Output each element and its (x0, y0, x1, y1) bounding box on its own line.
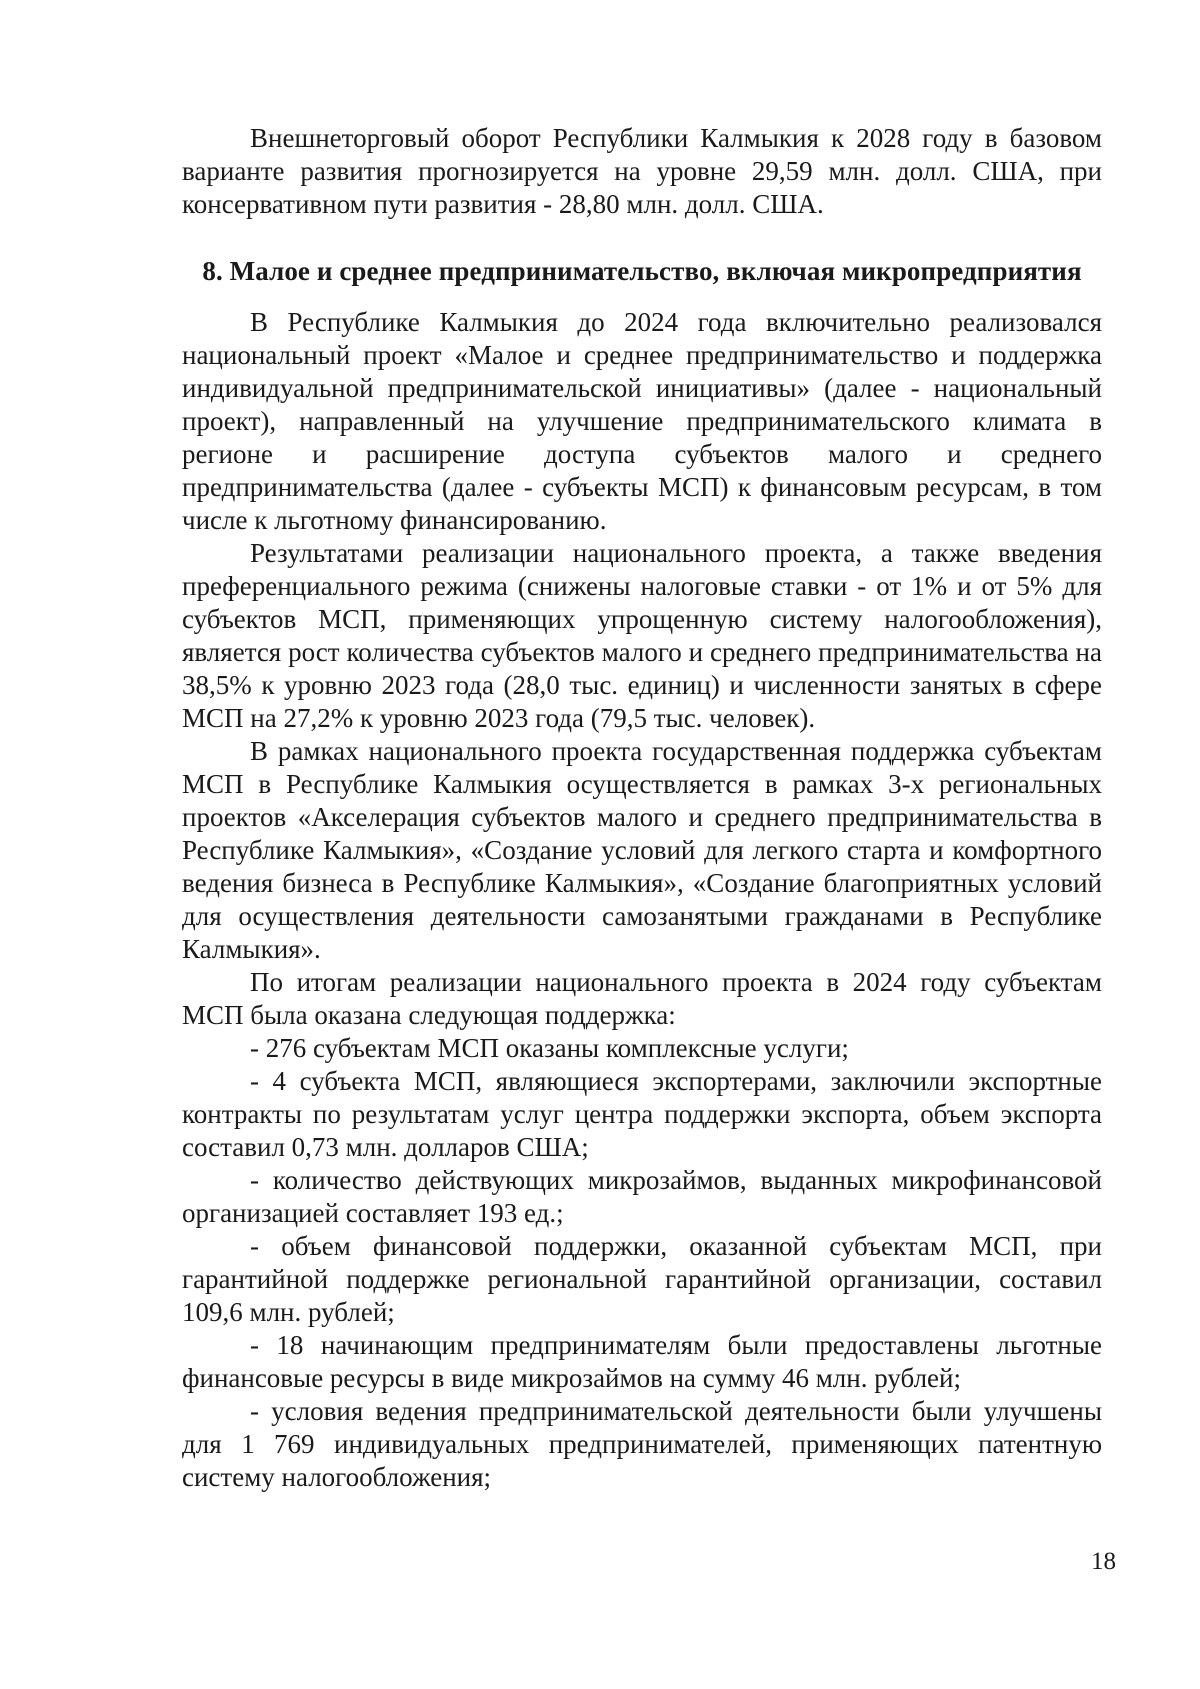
intro-paragraph: Внешнеторговый оборот Республики Калмыкия к 2028 году в базовом варианте развития прогнозируется на уровне 29,59 млн. долл. США, при консервативном пути развития - 28,80 млн. долл. США. (182, 123, 1102, 219)
paragraph: В Республике Калмыкия до 2024 года включительно реализовался национальный проект «Малое и среднее предпринимательство и поддержка индивидуальной предпринимательской инициативы» (далее - национальный проект), направленный на улучшение предпринимательского климата в регионе и расширение доступа субъектов малого и среднего предпринимательства (далее - субъекты МСП) к финансовым ресурсам, в том числе к льготному финансированию. (182, 307, 1102, 535)
page-number: 18 (1091, 1548, 1116, 1575)
paragraph: В рамках национального проекта государственная поддержка субъектам МСП в Республике Калмыкия осуществляется в рамках 3-х региональных проектов «Акселерация субъектов малого и среднего предпринимательства в Республике Калмыкия», «Создание условий для легкого старта и комфортного ведения бизнеса в Республике Калмыкия», «Создание благоприятных условий для осуществления деятельности самозанятыми гражданами в Республике Калмыкия». (182, 736, 1102, 964)
list-item: - количество действующих микрозаймов, выданных микрофинансовой организацией составляет 193 ед.; (182, 1165, 1102, 1228)
paragraph: Результатами реализации национального проекта, а также введения преференциального режима (снижены налоговые ставки - от 1% и от 5% для субъектов МСП, применяющих упрощенную систему налогообложения), является рост количества субъектов малого и среднего предпринимательства на 38,5% к уровню 2023 года (28,0 тыс. единиц) и численности занятых в сфере МСП на 27,2% к уровню 2023 года (79,5 тыс. человек). (182, 538, 1102, 733)
section-heading: 8. Малое и среднее предпринимательство, включая микропредприятия (202, 256, 1082, 286)
list-item: - объем финансовой поддержки, оказанной субъектам МСП, при гарантийной поддержке региональной гарантийной организации, составил 109,6 млн. рублей; (182, 1231, 1102, 1327)
list-item: - 276 субъектам МСП оказаны комплексные услуги; (250, 1033, 849, 1063)
list-item: - 4 субъекта МСП, являющиеся экспортерами, заключили экспортные контракты по результатам услуг центра поддержки экспорта, объем экспорта составил 0,73 млн. долларов США; (182, 1066, 1102, 1162)
list-item: - условия ведения предпринимательской деятельности были улучшены для 1 769 индивидуальных предпринимателей, применяющих патентную систему налогообложения; (182, 1396, 1102, 1492)
list-item: - 18 начинающим предпринимателям были предоставлены льготные финансовые ресурсы в виде микрозаймов на сумму 46 млн. рублей; (182, 1330, 1102, 1393)
document-page (182, 122, 1102, 1494)
paragraph: По итогам реализации национального проекта в 2024 году субъектам МСП была оказана следующая поддержка: (182, 967, 1102, 1030)
